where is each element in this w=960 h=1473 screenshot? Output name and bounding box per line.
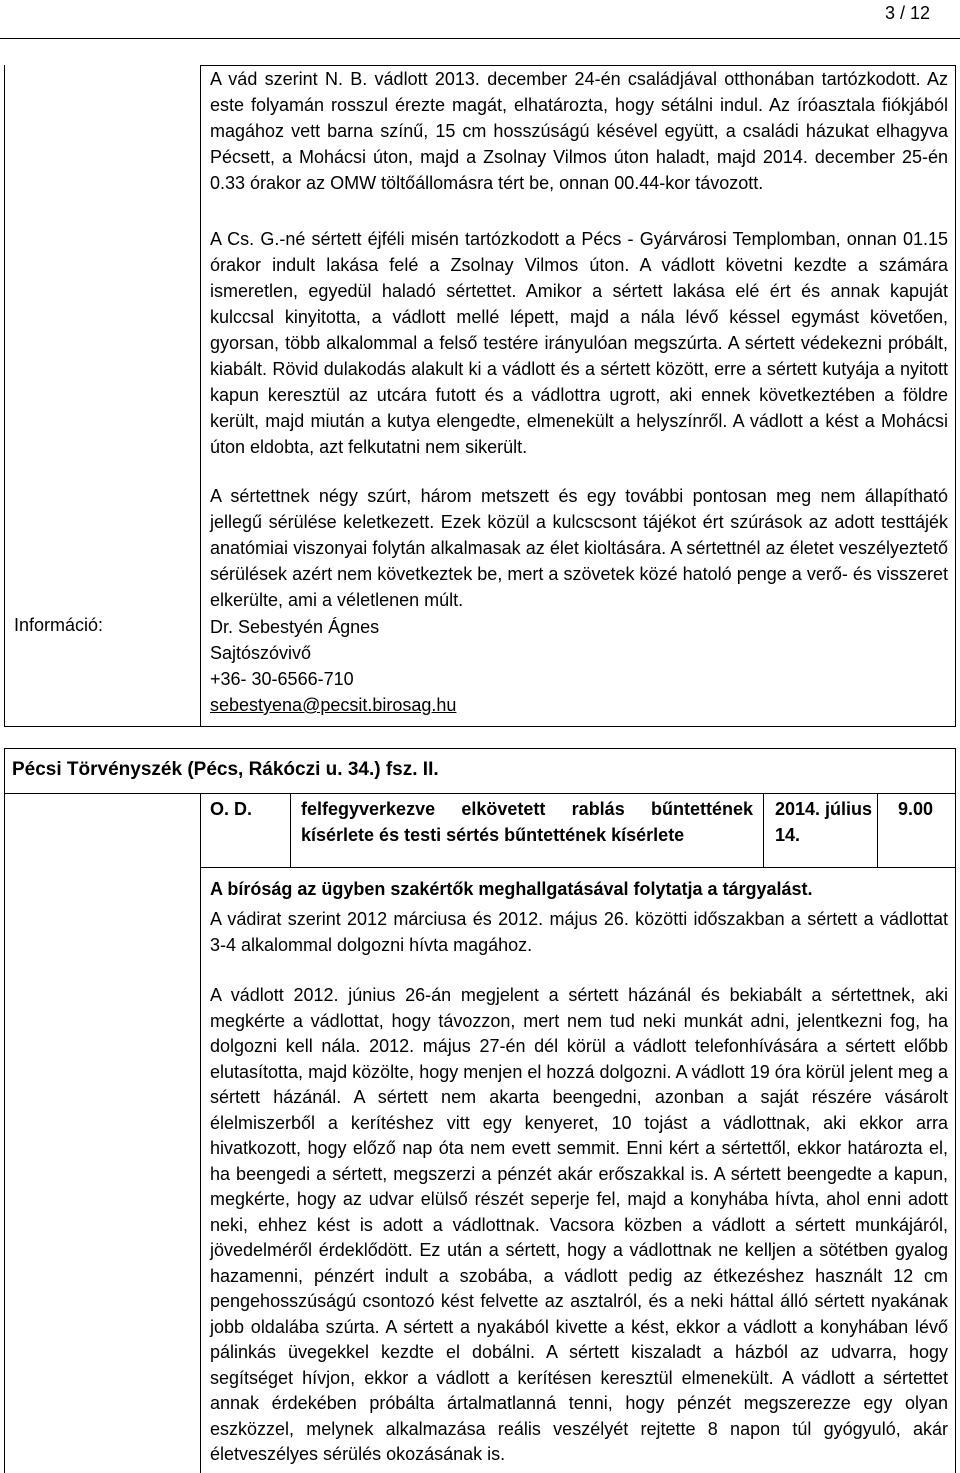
header-rule — [0, 38, 960, 39]
left-column-rule — [4, 794, 5, 1473]
case-paragraph-2: A vádlott 2012. június 26-án megjelent a sértett házánál és bekiabált a sértettnek, aki megkérte a vádlottat, hogy távozzon, mert nem tud neki munkát adni, jelentkezni fog, ha dolgozni kell nála. 2012. május 27-én dél körül a vádlott telefonhívására a sértett előbb elutasította, majd közölte, hogy menjen el hozzá dolgozni. A vádlott 19 óra körül jelent meg a sértett házánál. A sértett nem akarta beengedni, azonban a saját részére vásárolt élelmiszerből a kerítéshez vitt egy kenyeret, 10 tojást a vádlottnak, aki ekkor arra hivatkozott, hogy előző nap óta nem evett semmit. Enni kért a sértettől, ekkor határozta el, ha beengedi a sértett, megszerzi a pénzét akár erőszakkal is. A sértett beengedte a kapun, megkérte, hogy az udvar elülső részét seperje fel, majd a konyhába hívta, ahol enni adott neki, ehhez kést is adott a vádlottnak. Vacsora közben a vádlott a sértett munkájáról, jövedelméről érdeklődött. Ez után a sértett, hogy a vádlottnak ne kelljen a sötétben gyalog hazamenni, pénzért indult a szobába, a vádlott pedig az étkezéshez használt 12 cm pengehosszúságú csontozó kést felvette az asztalról, és a neki háttal álló sértett nyakának jobb oldalába szúrta. A sértett a nyakából kivette a kést, ekkor a vádlott a konyhában lévő pálinkás üvegekkel kezdte el dobálni. A sértett kiszaladt a házból az udvarra, hogy segítséget hívjon, ekkor a vádlott a kerítésen keresztül elmenekült. A vádlott a sértettet annak érdekében próbálta ártalmatlanná tenni, hogy pénzét megszerezze egy olyan eszközzel, melynek alkalmazása reális veszélyét rejtette 8 napon túl gyógyuló, akár életveszélyes sérülés okozásának is. — [210, 985, 948, 1464]
contact-email[interactable] — [210, 692, 456, 718]
contact-phone: +36- 30-6566-710 — [210, 669, 354, 689]
info-label: Információ: — [14, 615, 104, 635]
case-id: O. D. — [210, 799, 253, 819]
injuries-paragraph: A sértettnek négy szúrt, három metszett és egy további pontosan meg nem állapítható jellegű sérülése keletkezett. Ezek közül a kulcscsont tájékot ért szúrások az adott testtájék anatómiai viszonyai folytán alkalmasak az élet kioltására. A sértettnél az életet veszélyeztető sérülések azért nem következtek be, mert a szövetek közé hatoló penge a verő- és visszeret elkerülte, ami a véletlenen múlt. — [210, 486, 948, 610]
case-time: 9.00 — [898, 799, 934, 819]
indictment-paragraph-1: A vád szerint N. B. vádlott 2013. december 24-én családjával otthonában tartózkodott. Az este folyamán rosszul érezte magát, elhatározta, hogy sétálni indul. Az íróasztala fiókjából magához vett barna színű, 15 cm hosszúságú késével együtt, a családi házukat elhagyva Pécsett, a Mohácsi úton, majd a Zsolnay Vilmos úton haladt, majd 2014. december 25-én 0.33 órakor az OMW töltőállomásra tért be, onnan 00.44-kor távozott. — [210, 69, 948, 193]
email-link[interactable]: sebestyena@pecsit.birosag.hu — [210, 695, 457, 715]
content-right-rule — [955, 867, 956, 1473]
page-number: 3 / 12 — [884, 3, 930, 23]
contact-role: Sajtószóvivő — [210, 643, 312, 663]
case-row-bottom-rule — [200, 867, 956, 868]
court-title: Pécsi Törvényszék (Pécs, Rákóczi u. 34.) fsz. II. — [12, 759, 439, 780]
content-left-rule — [200, 867, 201, 1473]
case-description: felfegyverkezve elkövetett rablás bűntettének kísérlete és testi sértés bűntettének kísérlete — [301, 799, 753, 845]
case-heading: A bíróság az ügyben szakértők meghallgatásával folytatja a tárgyalást. — [210, 879, 813, 899]
case-paragraph-1: A vádirat szerint 2012 márciusa és 2012. május 26. közötti időszakban a sértett a vádlottat 3-4 alkalommal dolgozni hívta magához. — [210, 909, 948, 955]
indictment-paragraph-2: A Cs. G.-né sértett éjféli misén tartózkodott a Pécs - Gyárvárosi Templomban, onnan 01.15 órakor indult lakása felé a Zsolnay Vilmos úton. A vádlott követni kezdte a számára ismeretlen, egyedül haladó sértettet. Amikor a sértett lakása elé ért és annak kapuját kulccsal kinyitotta, a vádlott mellé lépett, majd a nála lévő késsel egymást követően, gyorsan, több alkalommal a felső testére irányulóan megszúrta. A sértett védekezni próbált, kiabált. Rövid dulakodás alakult ki a vádlott és a sértett között, erre a sértett kutyája a nyitott kapun keresztül az utcára futott és a vádlottra ugrott, aki ennek következtében a földre került, majd miután a kutya elengedte, elmenekült a helyszínről. A vádlott a kést a Mohácsi úton eldobta, azt felkutatni nem sikerült. — [210, 229, 948, 457]
contact-name: Dr. Sebestyén Ágnes — [210, 617, 380, 637]
case-date: 2014. július 14. — [775, 799, 873, 845]
